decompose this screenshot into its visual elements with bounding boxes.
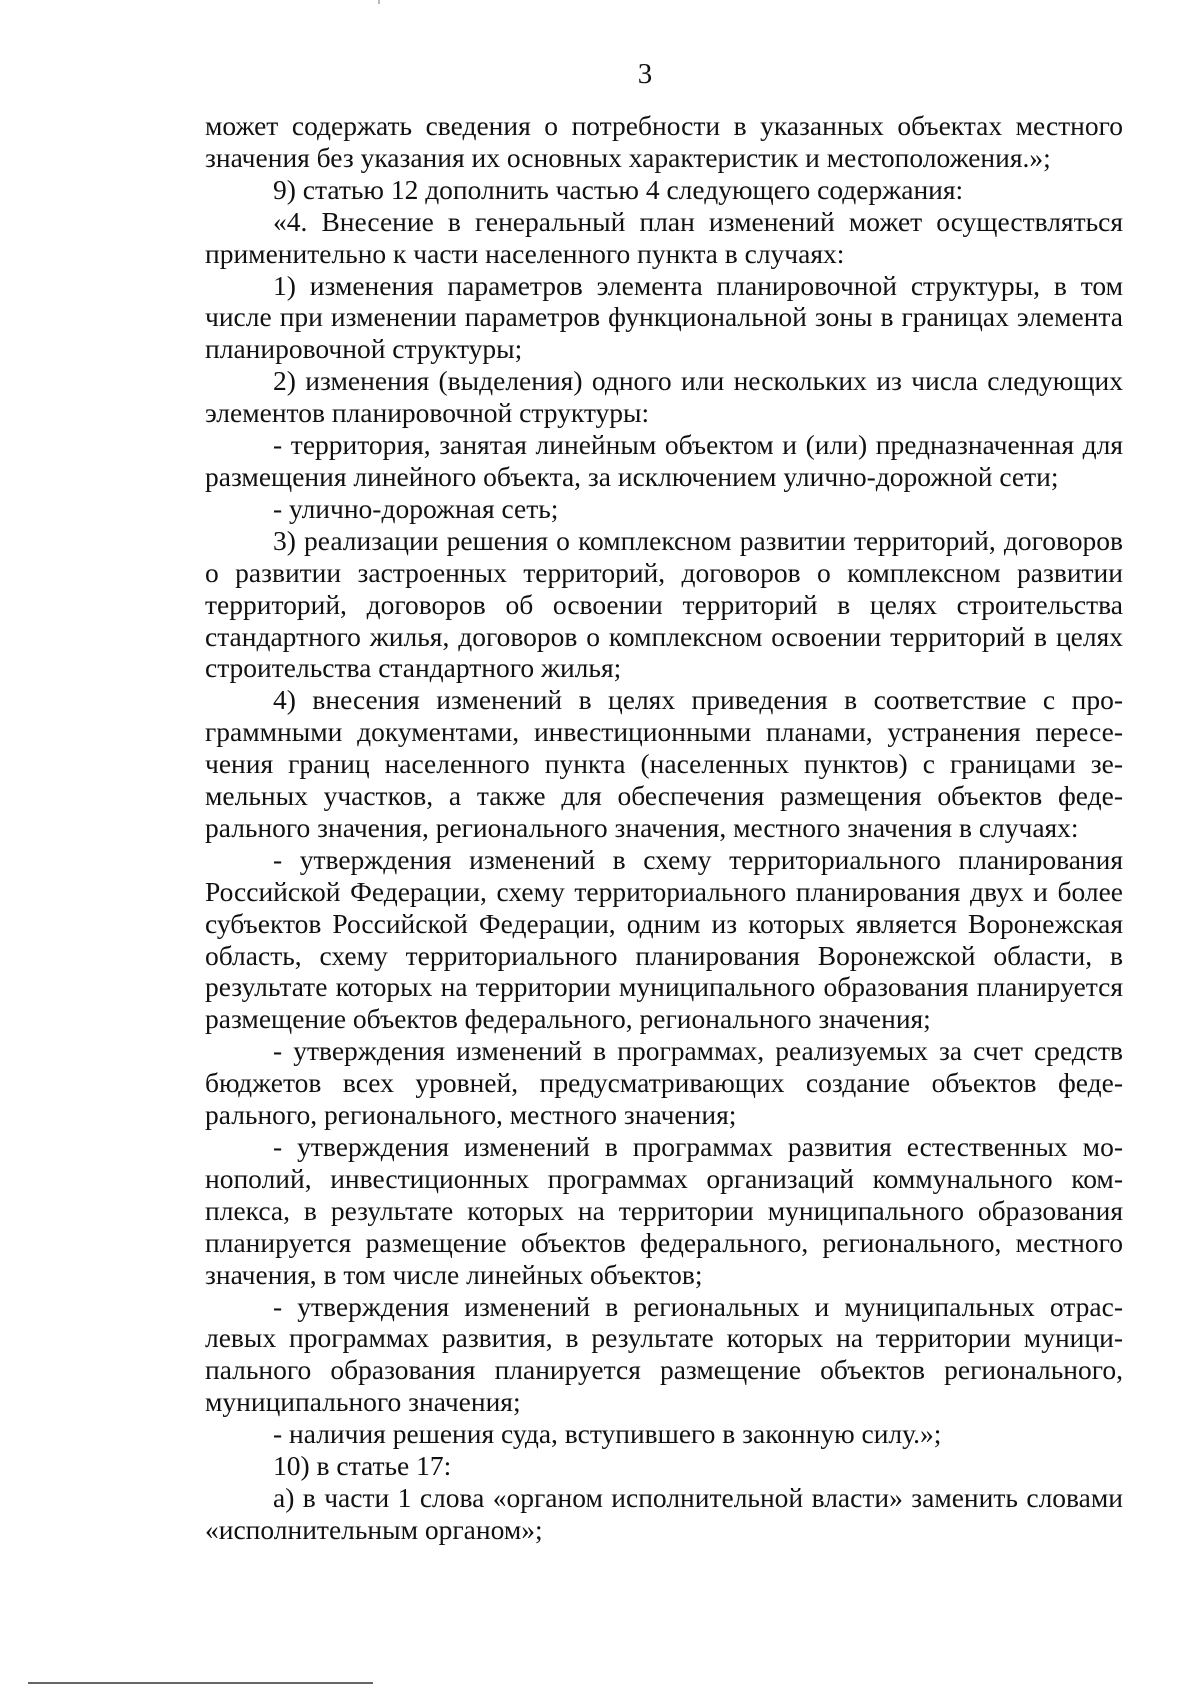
bottom-divider [28,1682,373,1684]
paragraph-case-1: 1) изменения параметров элемента планировочной структуры, в том числе при изменении параметров функциональной зоны в границах элемента планировочной структуры; [205,269,1123,365]
paragraph-case-4-dash-1: - утверждения изменений в схему территориального планирования Российской Федерации, схему территориального планирования двух и более субъектов Российской Федерации, одним из которых является Воронежская область, схему территориального планирования Воронежской области, в результате которых на территории муниципального образования планируется размещение объектов федерального, регионального значения; [205,843,1123,1035]
paragraph-case-4-dash-5: - наличия решения суда, вступившего в законную силу.»; [273,1418,942,1450]
scan-mark [378,0,380,4]
paragraph-case-3: 3) реализации решения о комплексном развитии территорий, договоров о развитии застроенных территорий, договоров о комплексном развитии территорий, договоров об освоении территорий в целях строительства стандартного жилья, договоров о комплексном освоении территорий в целях строительства стандартного жилья; [205,524,1123,684]
paragraph-item-9: 9) статью 12 дополнить частью 4 следующего содержания: [273,173,964,205]
paragraph-item-10: 10) в статье 17: [273,1450,452,1482]
paragraph-case-4-dash-4: - утверждения изменений в региональных и муниципальных отраслевых программах развития, в результате которых на территории муниципального образования планируется размещение объектов регионального, муниципального значения; [205,1290,1123,1418]
page-number: 3 [637,58,653,90]
paragraph-item-10-a: а) в части 1 слова «органом исполнительной власти» заменить словами «исполнительным органом»; [205,1481,1123,1545]
paragraph-case-4-dash-2: - утверждения изменений в программах, реализуемых за счет средств бюджетов всех уровней, предусматривающих создание объектов федерального, регионального, местного значения; [205,1035,1123,1131]
paragraph-case-2-dash-2: - улично-дорожная сеть; [273,492,559,524]
paragraph-case-2-dash-1: - территория, занятая линейным объектом и (или) предназначенная для размещения линейного объекта, за исключением улично-дорожной сети; [205,429,1123,492]
paragraph-case-4-dash-3: - утверждения изменений в программах развития естественных монополий, инвестиционных программах организаций коммунального комплекса, в результате которых на территории муниципального образования планируется размещение объектов федерального, регионального, местного значения, в том числе линейных объектов; [205,1131,1123,1290]
paragraph-case-4: 4) внесения изменений в целях приведения в соответствие с программными документами, инвестиционными планами, устранения пересечения границ населенного пункта (населенных пунктов) с границами земельных участков, а также для обеспечения размещения объектов федерального значения, регионального значения, местного значения в случаях: [205,684,1123,843]
paragraph-case-2: 2) изменения (выделения) одного или нескольких из числа следующих элементов планировочной структуры: [205,365,1123,429]
paragraph-part-4: «4. Внесение в генеральный план изменений может осуществляться применительно к части населенного пункта в случаях: [205,205,1123,269]
document-body [205,110,1123,1546]
paragraph-continuation: может содержать сведения о потребности в указанных объектах местного значения без указания их основных характеристик и местоположения.»; [205,110,1123,173]
